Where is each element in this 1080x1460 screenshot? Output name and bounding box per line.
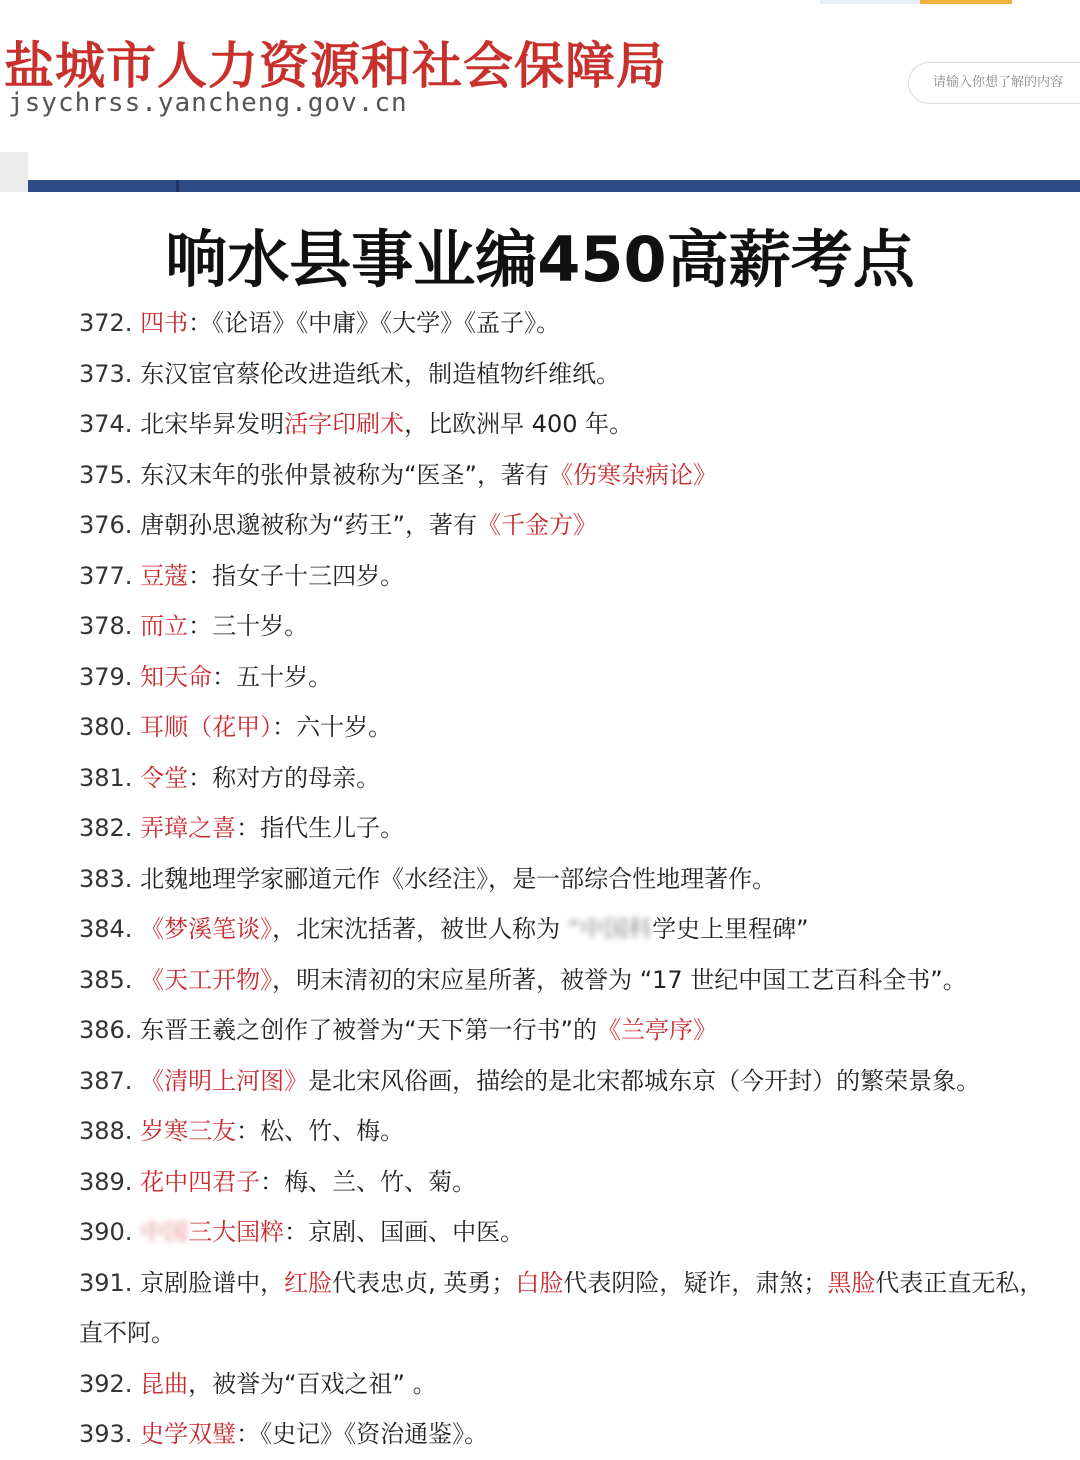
highlight-term: 耳顺（花甲） xyxy=(140,713,273,741)
site-header xyxy=(0,0,1080,180)
item-number: 385. xyxy=(79,965,141,994)
list-item xyxy=(79,904,1080,955)
highlight-term: 《兰亭序》 xyxy=(596,1016,717,1044)
highlight-term: 令堂 xyxy=(140,763,189,792)
list-item xyxy=(79,1359,1080,1410)
item-text: ：指代生儿子。 xyxy=(236,814,405,842)
highlight-term: 白脸 xyxy=(515,1268,564,1297)
highlight-term: 《伤寒杂病论》 xyxy=(548,460,717,489)
item-text: 代表阴险，疑诈，肃煞； xyxy=(563,1268,828,1297)
item-number: 390. xyxy=(79,1218,141,1246)
item-number: 393. xyxy=(79,1420,141,1448)
list-item-continuation: 直不阿。 xyxy=(79,1319,175,1347)
list-item xyxy=(79,500,1080,551)
item-text: ：三十岁。 xyxy=(188,612,309,640)
item-text: ：六十岁。 xyxy=(272,713,393,741)
top-accent-bar xyxy=(820,0,920,4)
item-text: 京剧脸谱中， xyxy=(140,1268,285,1297)
item-text: ：京剧、国画、中医。 xyxy=(284,1218,525,1246)
item-number: 372. xyxy=(79,309,141,337)
item-number: 378. xyxy=(79,612,141,640)
item-text: ：五十岁。 xyxy=(212,662,333,691)
nav-bar xyxy=(28,180,1080,192)
item-text: ：《史记》《资治通鉴》。 xyxy=(236,1420,489,1448)
item-number: 381. xyxy=(79,763,141,792)
item-number: 383. xyxy=(79,864,141,893)
knowledge-point-list xyxy=(79,298,1080,1460)
list-item xyxy=(79,1409,1080,1460)
highlight-term: 《天工开物》 xyxy=(140,965,273,994)
search-input[interactable]: 请输入你想了解的内容 xyxy=(908,62,1080,104)
nav-bar-divider xyxy=(176,180,179,192)
highlight-term: 花中四君子 xyxy=(140,1167,261,1196)
item-text: 北魏地理学家郦道元作《水经注》，是一部综合性地理著作。 xyxy=(140,864,777,893)
item-text: ，北宋沈括著，被世人称为 xyxy=(272,915,568,943)
item-text: 唐朝孙思邈被称为“药王”，著有 xyxy=(140,511,477,539)
list-item xyxy=(79,1005,1080,1056)
side-tab xyxy=(0,152,28,192)
highlight-term: 知天命 xyxy=(140,662,213,691)
item-number: 391. xyxy=(79,1268,141,1297)
item-text: 代表正直无私， xyxy=(875,1268,1044,1297)
highlight-term: 而立 xyxy=(140,612,189,640)
item-text: 是北宋风俗画，描绘的是北宋都城东京（今开封）的繁荣景象。 xyxy=(308,1066,981,1095)
list-item xyxy=(79,753,1080,804)
list-item xyxy=(79,854,1080,905)
list-item xyxy=(79,1106,1080,1157)
item-number: 375. xyxy=(79,460,141,489)
list-item xyxy=(79,652,1080,703)
list-item xyxy=(79,450,1080,501)
list-item xyxy=(79,298,1080,349)
highlight-term: 弄璋之喜 xyxy=(140,814,237,842)
highlight-term: 《梦溪笔谈》 xyxy=(140,915,273,943)
item-text: ：梅、兰、竹、菊。 xyxy=(260,1167,477,1196)
item-text: ，比欧洲早 400 年。 xyxy=(404,410,634,438)
highlight-term: 豆蔻 xyxy=(140,561,189,590)
list-item xyxy=(79,1258,1080,1309)
site-domain: jsychrss.yancheng.gov.cn xyxy=(8,88,408,118)
list-item xyxy=(79,1056,1080,1107)
item-text: ：称对方的母亲。 xyxy=(188,763,381,792)
item-text: ，明末清初的宋应星所著，被誉为 “17 世纪中国工艺百科全书”。 xyxy=(272,965,967,994)
item-number: 373. xyxy=(79,359,141,388)
item-text: 北宋毕昇发明 xyxy=(140,410,285,438)
site-title[interactable]: 盐城市人力资源和社会保障局 xyxy=(4,37,667,95)
highlight-term: 三大国粹 xyxy=(188,1218,285,1246)
highlight-term: 《清明上河图》 xyxy=(140,1066,309,1095)
item-number: 377. xyxy=(79,561,141,590)
highlight-term: 黑脸 xyxy=(827,1268,876,1297)
highlight-term: 《千金方》 xyxy=(476,511,597,539)
item-number: 382. xyxy=(79,814,141,842)
item-text: “中国科 xyxy=(567,915,653,943)
item-text: ，被誉为“百戏之祖” 。 xyxy=(188,1369,437,1398)
highlight-term: 红脸 xyxy=(284,1268,333,1297)
list-item xyxy=(79,803,1080,854)
item-number: 374. xyxy=(79,410,141,438)
item-text: 东汉宦官蔡伦改进造纸术，制造植物纤维纸。 xyxy=(140,359,621,388)
highlight-term: 昆曲 xyxy=(140,1369,189,1398)
item-text: 东晋王羲之创作了被誉为“天下第一行书”的 xyxy=(140,1016,597,1044)
item-text: 东汉末年的张仲景被称为“医圣”，著有 xyxy=(140,460,549,489)
highlight-term: 史学双璧 xyxy=(140,1420,237,1448)
item-text: ：指女子十三四岁。 xyxy=(188,561,405,590)
item-number: 379. xyxy=(79,662,141,691)
highlight-term: 活字印刷术 xyxy=(284,410,405,438)
list-item xyxy=(79,1207,1080,1258)
list-item xyxy=(79,601,1080,652)
item-number: 392. xyxy=(79,1369,141,1398)
item-number: 387. xyxy=(79,1066,141,1095)
item-number: 389. xyxy=(79,1167,141,1196)
item-number: 376. xyxy=(79,511,141,539)
list-item xyxy=(79,349,1080,400)
item-number: 380. xyxy=(79,713,141,741)
list-item xyxy=(79,551,1080,602)
list-item xyxy=(79,399,1080,450)
item-text: ：松、竹、梅。 xyxy=(236,1117,405,1145)
item-number: 388. xyxy=(79,1117,141,1145)
item-text: 代表忠贞, 英勇； xyxy=(332,1268,516,1297)
item-number: 386. xyxy=(79,1016,141,1044)
list-item xyxy=(79,955,1080,1006)
item-text: ：《论语》《中庸》《大学》《孟子》。 xyxy=(188,309,561,337)
list-item xyxy=(79,1157,1080,1208)
highlight-term: 四书 xyxy=(140,309,189,337)
document-title: 响水县事业编450高薪考点 xyxy=(165,223,915,296)
list-item xyxy=(79,702,1080,753)
highlight-term: 中国 xyxy=(140,1218,189,1246)
item-number: 384. xyxy=(79,915,141,943)
item-text: 学史上里程碑” xyxy=(652,915,809,943)
top-accent-bar-orange xyxy=(920,0,1012,4)
highlight-term: 岁寒三友 xyxy=(140,1117,237,1145)
